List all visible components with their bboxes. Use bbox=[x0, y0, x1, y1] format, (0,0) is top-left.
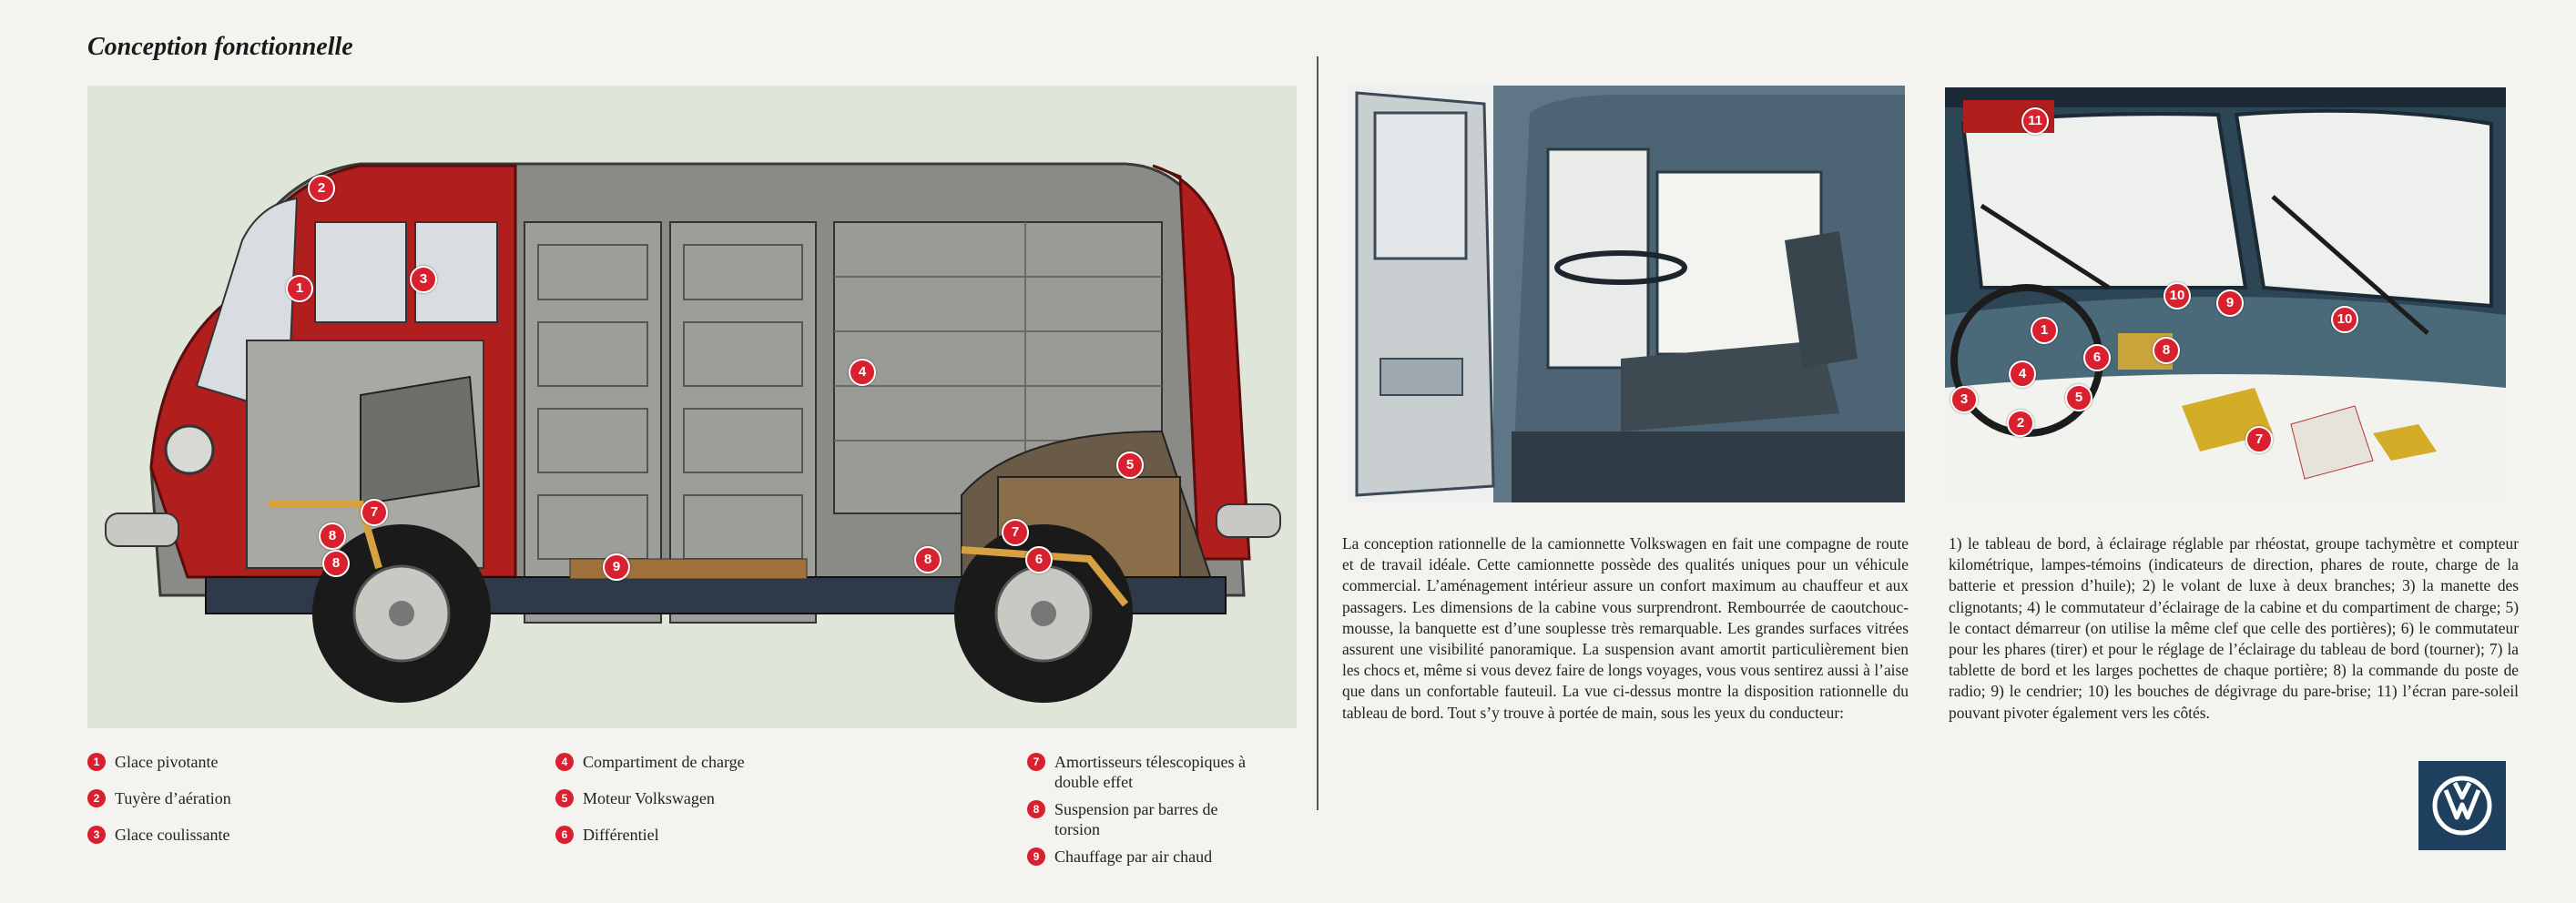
dashboard-list-paragraph: 1) le tableau de bord, à éclairage réglable par rhéostat, groupe tachymètre et compteur kilométrique, lampes-témoins (indicateurs de direction, phares de route, charge de la batterie et pression d’huile); 2) le volant de luxe à deux branches; 3) la manette des clignotants; 4) le commutateur d’éclairage de la cabine et du compartiment de charge; 5) le contact démarreur (on utilise la même clef que celle des portières); 6) le commutateur pour les phares (tirer) et pour le réglage de l’éclairage du tableau de bord (tourner); 7) la tablette de bord et les larges pochettes de chaque portière; 8) la commande du poste de radio; 9) le cendrier; 10) les bouches de dégivrage du pare-brise; 11) l’écran pare-soleil pouvant pivoter également vers les côtés. bbox=[1949, 534, 2519, 722]
van-cutaway-illustration bbox=[87, 86, 1297, 728]
legend-column-2 bbox=[555, 752, 801, 861]
marker-4-lighting-switch: 4 bbox=[2009, 360, 2036, 388]
marker-6-differential: 6 bbox=[1025, 546, 1053, 573]
marker-9-heating: 9 bbox=[603, 553, 630, 581]
marker-3-turn-signal: 3 bbox=[1950, 386, 1978, 413]
marker-7-shelf: 7 bbox=[2245, 426, 2273, 453]
marker-11-sun-visor: 11 bbox=[2021, 107, 2049, 135]
legend-column-3 bbox=[1027, 752, 1273, 883]
legend-label: Amortisseurs télescopiques à double effet bbox=[1054, 753, 1246, 791]
marker-10-defroster-right: 10 bbox=[2331, 306, 2358, 333]
marker-2-air-vent: 2 bbox=[308, 175, 335, 202]
marker-4-cargo-compartment: 4 bbox=[849, 359, 876, 386]
legend-column-1 bbox=[87, 752, 333, 861]
dashboard-photo bbox=[1945, 87, 2506, 501]
legend-number: 4 bbox=[555, 753, 574, 771]
legend-label: Chauffage par air chaud bbox=[1054, 847, 1213, 866]
vw-logo bbox=[2418, 761, 2506, 850]
legend-number: 8 bbox=[1027, 800, 1045, 818]
legend-label: Glace pivotante bbox=[115, 753, 219, 771]
marker-3-sliding-window: 3 bbox=[410, 266, 437, 293]
marker-1-pivot-window: 1 bbox=[286, 275, 313, 302]
legend-label: Glace coulissante bbox=[115, 826, 230, 844]
legend-item bbox=[87, 825, 333, 845]
marker-8-radio-control: 8 bbox=[2153, 337, 2180, 364]
legend-item bbox=[1027, 752, 1273, 792]
cab-interior-photo bbox=[1348, 86, 1905, 502]
legend-label: Tuyère d’aération bbox=[115, 789, 231, 807]
marker-7-front-shock: 7 bbox=[361, 499, 388, 526]
marker-9-ashtray: 9 bbox=[2216, 289, 2244, 317]
legend-label: Suspension par barres de torsion bbox=[1054, 800, 1218, 838]
legend-number: 7 bbox=[1027, 753, 1045, 771]
legend-number: 2 bbox=[87, 789, 106, 807]
legend-number: 1 bbox=[87, 753, 106, 771]
legend-item bbox=[555, 752, 801, 772]
marker-8-front-torsion-upper: 8 bbox=[319, 523, 346, 550]
legend-label: Moteur Volkswagen bbox=[583, 789, 715, 807]
marker-5-engine: 5 bbox=[1116, 452, 1144, 479]
marker-10-defroster-left: 10 bbox=[2164, 282, 2191, 309]
legend-item bbox=[1027, 799, 1273, 839]
legend-item bbox=[87, 752, 333, 772]
legend-item bbox=[555, 788, 801, 808]
legend-number: 6 bbox=[555, 826, 574, 844]
page-title: Conception fonctionnelle bbox=[87, 33, 353, 61]
legend-item bbox=[555, 825, 801, 845]
marker-7-rear-shock: 7 bbox=[1002, 519, 1029, 546]
intro-paragraph: La conception rationnelle de la camionnette Volkswagen en fait une compagne de route et de travail idéale. Cette camionnette possède des qualités uniques pour un véhicule commercial. L’aménagement intérieur assure un confort maximum au chauffeur et aux passagers. Les dimensions de la cabine vous surprendront. Rembourrée de caoutchouc-mousse, la banquette est d’une souplesse très remarquable. Les grandes surfaces vitrées assurent une visibilité panoramique. La suspension avant amortit particulièrement bien les chocs et, même si vous devez faire de longs voyages, vous vous sentirez aussi à l’aise que dans un confortable fauteuil. La vue ci-dessus montre la disposition rationnelle du tableau de bord. Tout s’y trouve à portée de main, sous les yeux du conducteur: bbox=[1342, 534, 1909, 722]
marker-8-front-torsion-lower: 8 bbox=[322, 550, 350, 577]
marker-1-instrument-panel: 1 bbox=[2031, 317, 2058, 344]
legend-item bbox=[87, 788, 333, 808]
marker-5-ignition: 5 bbox=[2065, 384, 2092, 411]
marker-6-headlight-switch: 6 bbox=[2083, 344, 2111, 371]
legend-number: 5 bbox=[555, 789, 574, 807]
page-divider bbox=[1317, 56, 1319, 810]
legend-number: 9 bbox=[1027, 847, 1045, 866]
legend-number: 3 bbox=[87, 826, 106, 844]
legend-label: Différentiel bbox=[583, 826, 659, 844]
legend-label: Compartiment de charge bbox=[583, 753, 745, 771]
legend-item bbox=[1027, 847, 1273, 867]
marker-2-steering-wheel: 2 bbox=[2007, 410, 2034, 437]
marker-8-rear-torsion: 8 bbox=[914, 546, 942, 573]
